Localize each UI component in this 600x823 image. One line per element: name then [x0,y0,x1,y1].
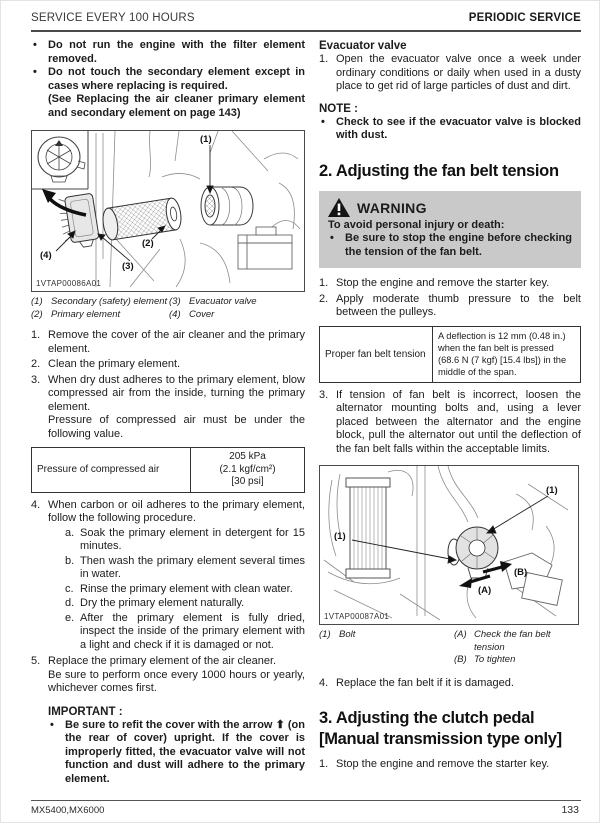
step-number: 1. [319,53,329,65]
caption-num: (2) [31,308,43,320]
callout-1-left: (1) [334,531,346,543]
spec-value-line: (2.1 kgf/cm²) [219,463,276,475]
sub-step [65,527,305,554]
figure2-caption [319,629,581,667]
note-label: NOTE : [319,102,358,115]
caption-num: (B) [454,654,467,666]
caution-bullet-2 [31,66,305,120]
step-text: When carbon or oil adheres to the primary element, follow the following procedure. [48,498,305,524]
procedure-step [31,329,305,356]
spec-value: A deflection is 12 mm (0.48 in.) when the fan belt is pressed (68.6 N (7 kgf) [15.4 lbs]) in the middle of the span. [433,326,581,382]
caption-label: Cover [189,308,215,320]
sub-step-text: Soak the primary element in detergent for 15 minutes. [80,526,305,552]
caption-label: Secondary (safety) element [51,296,168,307]
section-title-line: [Manual transmission type only] [319,730,562,749]
warning-triangle-icon [328,198,350,217]
callout-A: (A) [478,585,492,597]
caption-num: (A) [454,629,467,641]
bullet-marker: • [33,39,37,51]
step-number: 3. [31,373,41,386]
step-number: 3. [319,388,329,401]
callout-3: (3) [122,261,134,272]
spec-value-line: 205 kPa [229,451,266,462]
section-title-clutch-pedal [319,708,581,750]
caption-label: Check the fan belt tension [474,629,551,653]
caution-text: Do not run the engine with the filter element removed. [48,39,305,65]
spec-label: Pressure of compressed air [32,448,191,493]
step-text: Pressure of compressed air must be under the following value. [48,414,305,440]
warning-title: WARNING [357,199,427,216]
warning-text: Be sure to stop the engine before checking the tension of the fan belt. [345,232,572,258]
procedure-step [319,53,581,94]
callout-B: (B) [514,567,528,579]
page-header [31,12,581,24]
step-text: Apply moderate thumb pressure to the belt between the pulleys. [336,292,581,318]
procedure-step [319,389,581,457]
spec-value-line: [30 psi] [231,476,264,487]
figure-air-cleaner [31,130,305,292]
header-rule [31,30,581,32]
sub-step-letter: c. [65,582,74,595]
sub-step-text: Rinse the primary element with clean water. [80,582,293,595]
footer-page-number: 133 [561,804,579,816]
left-column [31,39,305,786]
caption-num: (1) [31,296,43,307]
header-section-right: PERIODIC SERVICE [468,12,581,24]
step-number: 2. [31,358,41,370]
figure-code: 1VTAP00086A01 [36,279,102,288]
procedure-step [31,358,305,372]
sub-step-letter: e. [65,611,75,624]
bullet-marker: • [321,115,325,128]
step-text: Clean the primary element. [48,358,181,370]
note-text: Check to see if the evacuator valve is blocked with dust. [336,115,581,141]
figure-code: 1VTAP00087A01 [324,612,390,622]
procedure-step [31,499,305,654]
bullet-marker: • [33,66,37,78]
sub-step-letter: d. [65,597,75,609]
important-block [48,705,305,787]
step-text: If tension of fan belt is incorrect, loosen the alternator mounting bolts and, using a lever placed between the alternator and the engine block, pull the alternator out until the deflection of the fan belt falls within the acceptable limits. [336,388,581,455]
evacuator-valve-heading: Evacuator valve [319,40,407,52]
step-text: Replace the primary element of the air cleaner. [48,655,277,667]
callout-4: (4) [40,250,52,261]
callout-1-right: (1) [546,485,558,497]
caption-num: (3) [169,296,181,307]
warning-box [319,191,581,269]
sub-step [65,597,305,611]
step-text: Replace the fan belt if it is damaged. [336,676,514,689]
procedure-step [319,677,581,691]
warning-bullet [328,232,572,259]
sub-step-text: Then wash the primary element several times in water. [80,554,305,580]
caption-label: Bolt [339,629,356,641]
procedure-step [319,758,581,772]
caption-label: To tighten [474,654,516,666]
step-number: 4. [31,498,41,511]
caption-num: (1) [319,629,331,641]
step-text: Stop the engine and remove the starter key. [336,758,550,771]
important-text: Be sure to refit the cover with the arrow ⬆ (on the rear of cover) upright. If the cover is improperly fitted, the evacuator valve will not function and dust will adhere to the primary element. [65,718,305,785]
step-number: 1. [319,277,329,289]
procedure-step [31,655,305,696]
air-cleaner-illustration [32,131,302,289]
step-text: When dry dust adheres to the primary element, blow compressed air from the inside, turning the primary element. [48,373,305,413]
caution-text-reference: (See Replacing the air cleaner primary element and secondary element on page 143) [48,93,305,119]
step-number: 1. [319,758,329,771]
caption-label: Evacuator valve [189,296,257,307]
important-label: IMPORTANT : [48,705,123,718]
step-number: 4. [319,676,329,689]
procedure-step [319,293,581,320]
pressure-spec-table [31,447,305,493]
sub-step-letter: b. [65,554,75,567]
step-number: 2. [319,292,329,305]
sub-step [65,612,305,653]
step-text: Stop the engine and remove the starter key. [336,277,550,289]
procedure-step [31,374,305,442]
section-title-line: 3. Adjusting the clutch pedal [319,709,535,728]
fan-belt-tension-table [319,326,581,383]
callout-2: (2) [142,238,154,249]
important-bullet [48,719,305,787]
caption-label: Primary element [51,308,121,320]
sub-step-letter: a. [65,526,75,539]
note-bullet [319,116,581,143]
sub-step-text: Dry the primary element naturally. [80,597,245,609]
fan-belt-illustration [320,466,576,622]
caption-num: (4) [169,308,181,320]
bullet-marker: • [330,232,334,244]
spec-label: Proper fan belt tension [320,326,433,382]
step-number: 1. [31,329,41,341]
callout-1: (1) [200,134,212,145]
footer-model: MX5400,MX6000 [31,805,105,816]
caution-bullet-1 [31,39,305,66]
sub-step-list [65,527,305,653]
note-block [319,102,581,143]
step-number: 5. [31,655,41,667]
step-text: Remove the cover of the air cleaner and the primary element. [48,329,305,355]
step-text: Open the evacuator valve once a week under ordinary conditions or daily when used in a dusty place to get rid of large particles of dust and dirt. [336,53,581,92]
figure-fan-belt [319,465,579,625]
procedure-step [319,277,581,291]
bullet-marker: • [50,718,54,731]
caution-text: Do not touch the secondary element except in cases where replacing is required. [48,66,305,92]
header-section-left: SERVICE EVERY 100 HOURS [31,12,195,24]
sub-step [65,583,305,597]
step-text: Be sure to perform once every 1000 hours or yearly, whichever comes first. [48,668,305,694]
section-title-fan-belt: 2. Adjusting the fan belt tension [319,161,559,180]
sub-step [65,555,305,582]
right-column [319,39,581,774]
sub-step-text: After the primary element is fully dried, inspect the inside of the primary element with a light and check if it is damaged or not. [80,611,305,651]
footer-rule [31,800,581,801]
spec-value [191,448,305,493]
warning-intro: To avoid personal injury or death: [328,218,505,231]
figure1-caption [31,296,305,321]
